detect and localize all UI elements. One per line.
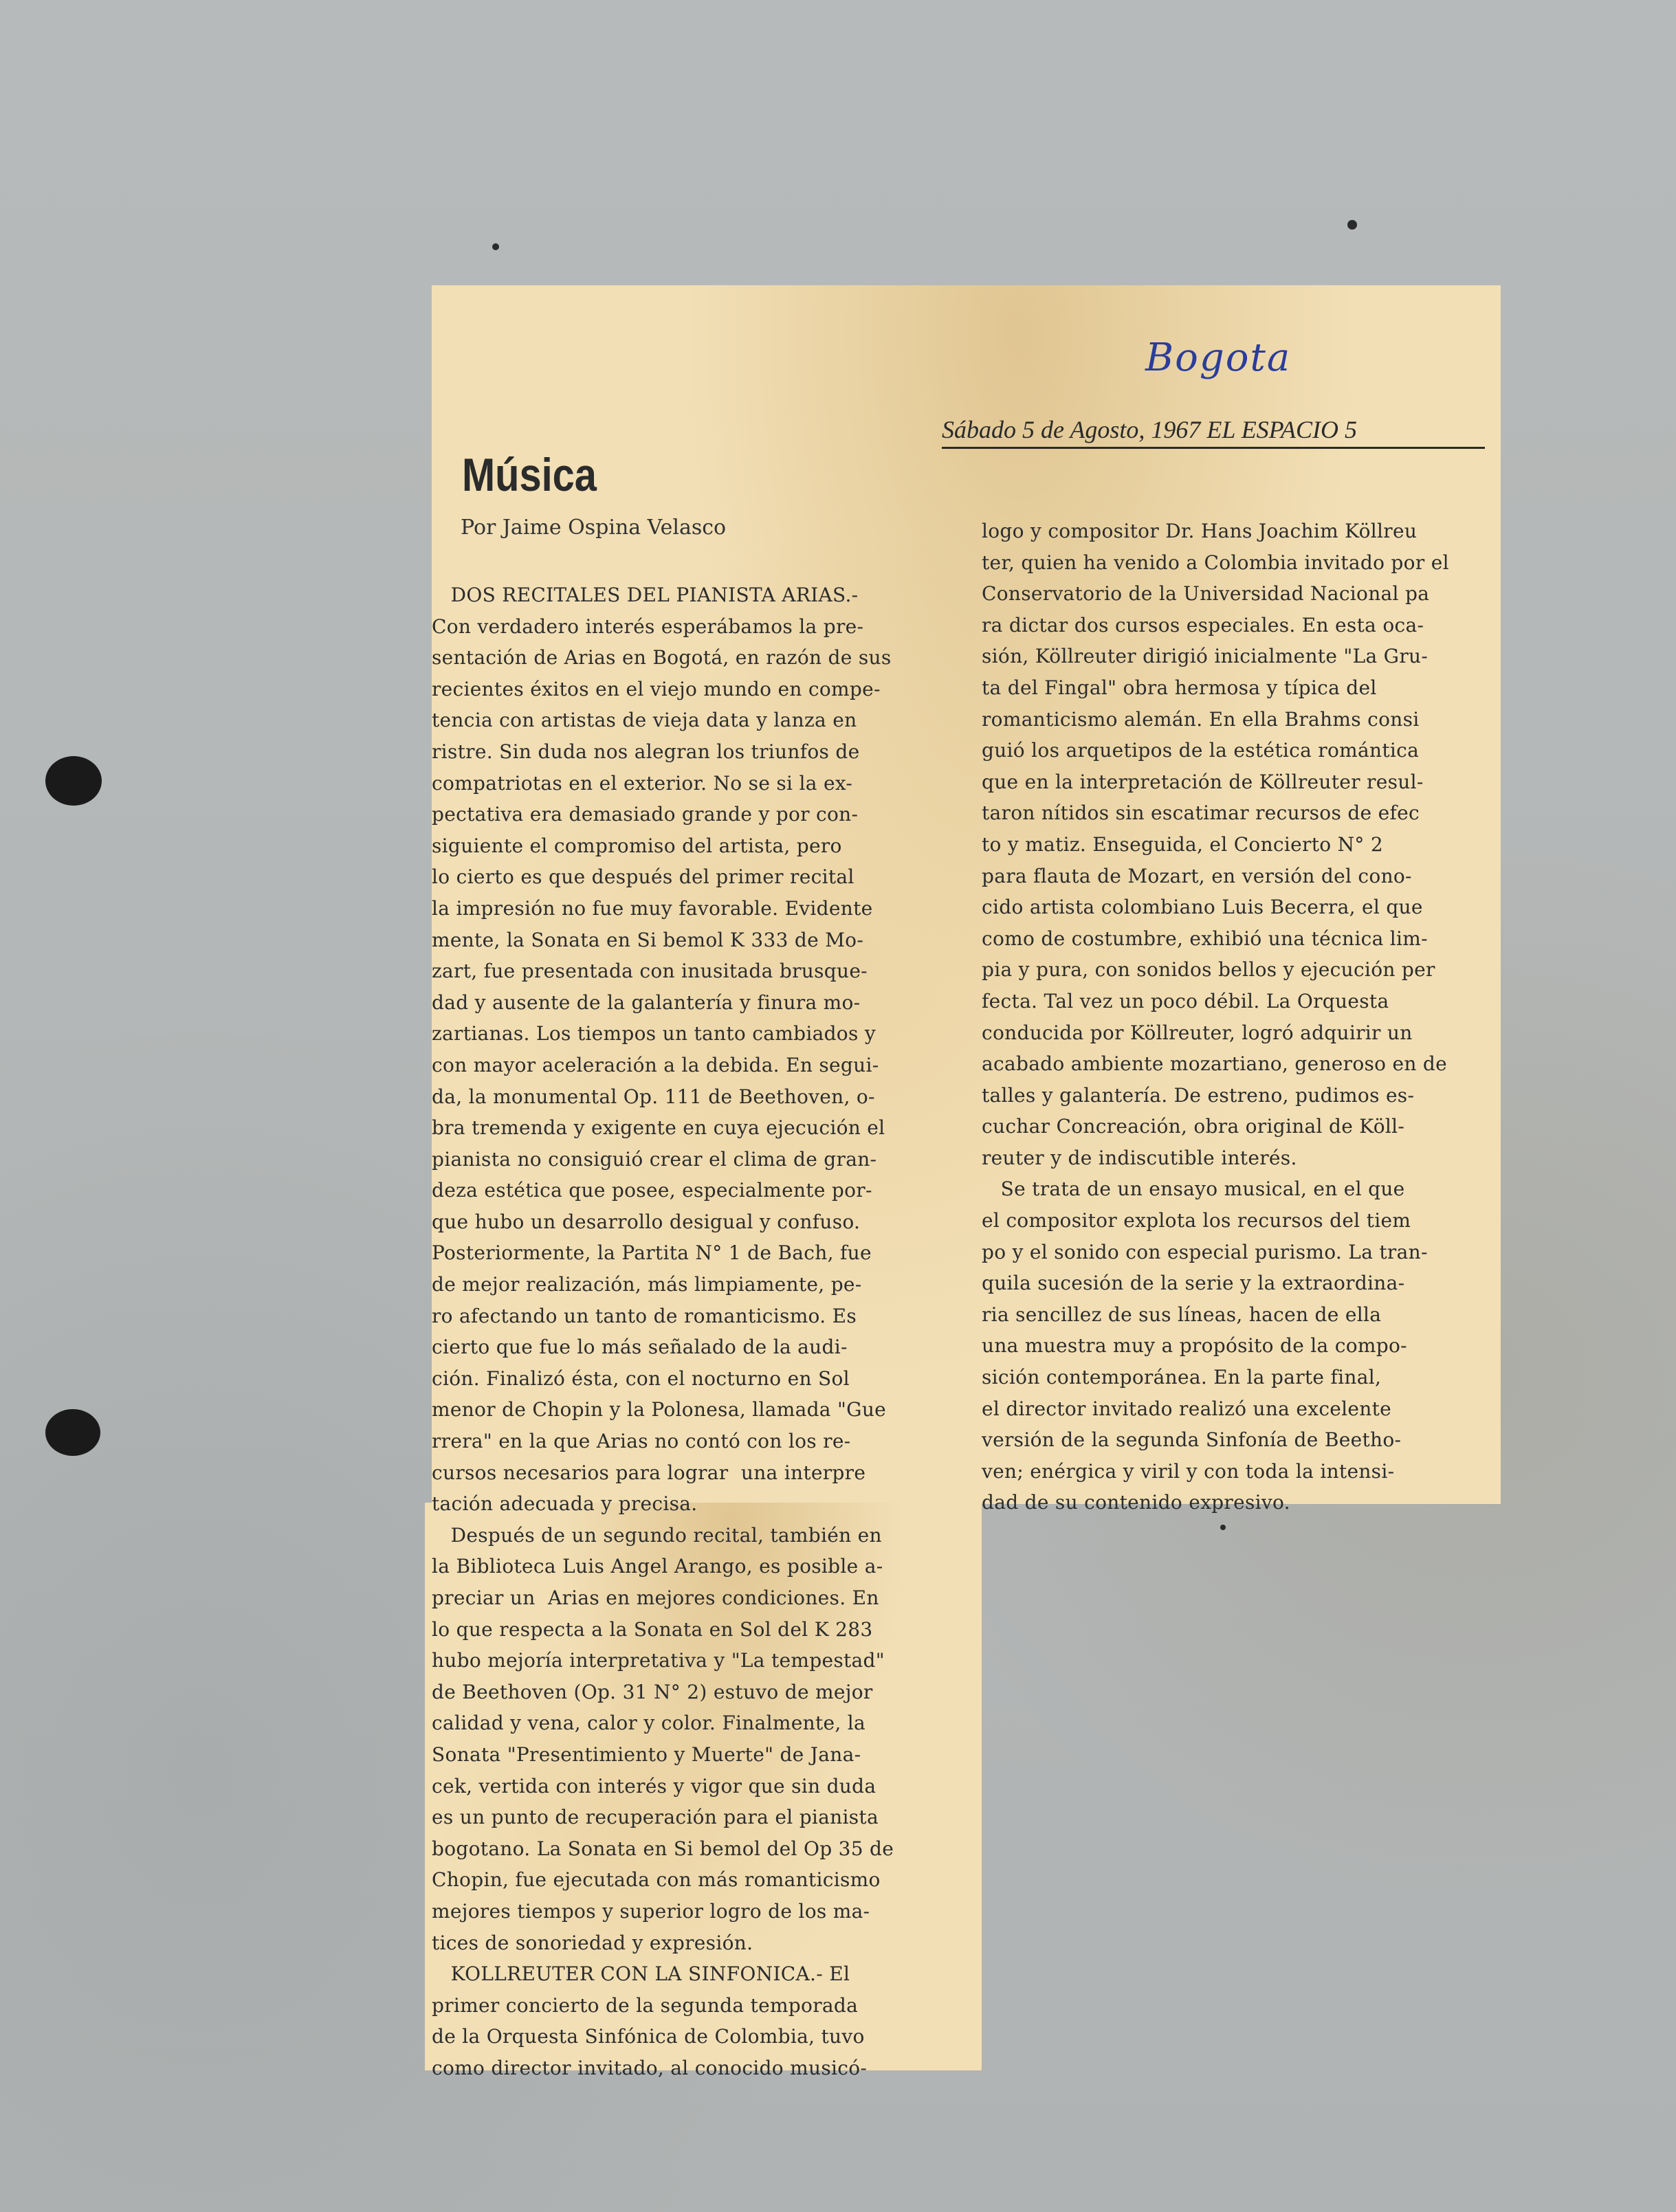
article-column-1: DOS RECITALES DEL PIANISTA ARIAS.- Con verdadero interés esperábamos la pre- sentación de Arias en Bogotá, en razón de sus recientes éxitos en el viejo mundo en compe- tencia con artistas de vieja data y lanza en ristre. Sin duda nos alegran los triunfos de compatriotas en el exterior. No se si la ex- pectativa era demasiado grande y por con- siguiente el compromiso del artista, pero lo cierto es que después del primer recital la impresión no fue muy favorable. Evidente mente, la Sonata en Si bemol K 333 de Mo- zart, fue presentada con inusitada brusque- dad y ausente de la galantería y finura mo- zartianas. Los tiempos un tanto cambiados y con mayor aceleración a la debida. En segui- da, la monumental Op. 111 de Beethoven, o- bra tremenda y exigente en cuya ejecución el pianista no consiguió crear el clima de gran- deza estética que posee, especialmente por- que hubo un desarrollo desigual y confuso. Posteriormente, la Partita N° 1 de Bach, fue de mejor realización, más limpiamente, pe- ro afectando un tanto de romanticismo. Es cierto que fue lo más señalado de la audi- ción. Finalizó ésta, con el nocturno en Sol menor de Chopin y la Polonesa, llamada "Gue rrera" en la que Arias no contó con los re- cursos necesarios para lograr una interpre tación adecuada y precisa. Después de un segundo recital, también en la Biblioteca Luis Angel Arango, es posible a- preciar un Arias en mejores condiciones. En lo que respecta a la Sonata en Sol del K 283 hubo mejoría interpretativa y "La tempestad" de Beethoven (Op. 31 N° 2) estuvo de mejor calidad y vena, calor y color. Finalmente, la Sonata "Presentimiento y Muerte" de Jana- cek, vertida con interés y vigor que sin duda es un punto de recuperación para el pianista bogotano. La Sonata en Si bemol del Op 35 de Chopin, fue ejecutada con más romanticismo mejores tiempos y superior logro de los ma- tices de sonoriedad y expresión. KOLLREUTER CON LA SINFONICA.- El primer concierto de la segunda temporada de la Orquesta Sinfónica de Colombia, tuvo como director invitado, al conocido musicó-	[432, 584, 894, 2079]
dateline: Sábado 5 de Agosto, 1967 EL ESPACIO 5	[942, 415, 1485, 449]
pin-mark	[492, 243, 499, 250]
handwritten-note: Bogota	[1145, 335, 1292, 380]
binder-hole-top	[45, 756, 102, 806]
article-heading: Música	[462, 449, 597, 501]
article-column-2: logo y compositor Dr. Hans Joachim Köllreu ter, quien ha venido a Colombia invitado por el Conservatorio de la Universidad Nacional pa ra dictar dos cursos especiales. En esta oca- sión, Köllreuter dirigió inicialmente "La Gru- ta del Fingal" obra hermosa y típica del romanticismo alemán. En ella Brahms consi guió los arquetipos de la estética romántica que en la interpretación de Köllreuter resul- taron nítidos sin escatimar recursos de efec to y matiz. Enseguida, el Concierto N° 2 para flauta de Mozart, en versión del cono- cido artista colombiano Luis Becerra, el que como de costumbre, exhibió una técnica lim- pia y pura, con sonidos bellos y ejecución per fecta. Tal vez un poco débil. La Orquesta conducida por Köllreuter, logró adquirir un acabado ambiente mozartiano, generoso en de talles y galantería. De estreno, pudimos es- cuchar Concreación, obra original de Köll- reuter y de indiscutible interés. Se trata de un ensayo musical, en el que el compositor explota los recursos del tiem po y el sonido con especial purismo. La tran- quila sucesión de la serie y la extraordina- ria sencillez de sus líneas, hacen de ella una muestra muy a propósito de la compo- sición contemporánea. En la parte final, el director invitado realizó una excelente versión de la segunda Sinfonía de Beetho- ven; enérgica y viril y con toda la intensi- dad de su contenido expresivo.	[982, 520, 1449, 1514]
binder-hole-bottom	[45, 1409, 100, 1456]
byline: Por Jaime Ospina Velasco	[461, 516, 727, 540]
pin-mark	[1220, 1525, 1226, 1530]
pin-mark	[1347, 220, 1357, 230]
